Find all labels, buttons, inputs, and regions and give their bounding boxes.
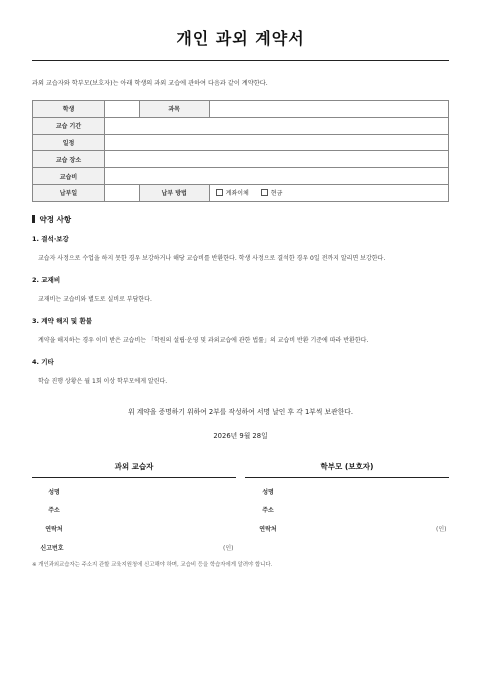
schedule-label: 일정 [33,134,105,151]
method-value [209,184,448,201]
contract-date: 2026년 9월 28일 [213,432,268,440]
place-value[interactable] [105,151,449,168]
tutor-contact-label: 연락처 [45,526,63,533]
footnote: ※ 개인과외교습자는 주소지 관할 교육지원청에 신고해야 하며, 교습비 등을 학습자에게 알려야 합니다. [32,562,273,568]
student-label: 학생 [33,101,105,118]
schedule-value[interactable] [105,134,449,151]
terms-heading [32,214,71,225]
tutor-report-label: 신고번호 [40,545,64,552]
tutor-address-label: 주소 [48,507,60,514]
clause-title-materials: 2. 교재비 [32,276,61,284]
section-marker [32,215,35,223]
info-table [32,100,449,202]
clause-body-termination: 계약을 해지하는 경우 이미 받은 교습비는 「학원의 설립·운영 및 과외교습에 관한 법률」의 교습비 반환 기준에 따라 반환한다. [38,337,369,344]
place-label: 교습 장소 [33,151,105,168]
clause-body-materials: 교재비는 교습비와 별도로 실비로 부담한다. [38,296,152,303]
clause-title-other: 4. 기타 [32,358,54,366]
payday-value[interactable] [105,184,140,201]
certification-text: 위 계약을 증명하기 위하여 2부를 작성하여 서명 날인 후 각 1부씩 보관한다. [128,408,353,416]
table-row [33,117,449,134]
parent-divider [245,477,449,478]
clause-title-absence: 1. 결석·보강 [32,235,69,243]
table-row [33,151,449,168]
tutor-heading: 과외 교습자 [114,462,154,471]
table-row [33,134,449,151]
parent-address-label: 주소 [262,507,274,514]
method-label: 납부 방법 [139,184,209,201]
cash-checkbox[interactable] [261,189,268,196]
transfer-checkbox[interactable] [216,189,223,196]
parent-seal-mark: (인) [436,526,447,533]
period-label: 교습 기간 [33,117,105,134]
parent-heading: 학부모 (보호자) [320,462,374,471]
table-row [33,184,449,201]
student-value[interactable] [105,101,140,118]
subject-label: 과목 [139,101,209,118]
parent-name-label: 성명 [262,489,274,496]
tutor-divider [32,477,236,478]
intro-text: 과외 교습자와 학부모(보호자)는 아래 학생의 과외 교습에 관하여 다음과 같이 계약한다. [32,80,268,87]
fee-label: 교습비 [33,168,105,185]
payday-label: 납부일 [33,184,105,201]
fee-value[interactable] [105,168,449,185]
subject-value[interactable] [209,101,448,118]
cash-option-label: 현금 [270,190,283,198]
document-title: 개인 과외 계약서 [176,29,305,48]
terms-heading-text: 약정 사항 [39,215,72,224]
title-divider [32,60,449,61]
clause-title-termination: 3. 계약 해지 및 환불 [32,317,92,325]
clause-body-other: 학습 진행 상황은 월 1회 이상 학부모에게 알린다. [38,378,168,385]
parent-contact-label: 연락처 [259,526,277,533]
clause-body-absence: 교습자 사정으로 수업을 하지 못한 경우 보강하거나 해당 교습비를 반환한다. 학생 사정으로 결석한 경우 0일 전까지 알리면 보강한다. [38,255,386,262]
tutor-seal-mark: (인) [223,545,234,552]
tutor-name-label: 성명 [48,489,60,496]
table-row [33,168,449,185]
table-row [33,101,449,118]
transfer-option-label: 계좌이체 [225,190,249,198]
period-value[interactable] [105,117,449,134]
